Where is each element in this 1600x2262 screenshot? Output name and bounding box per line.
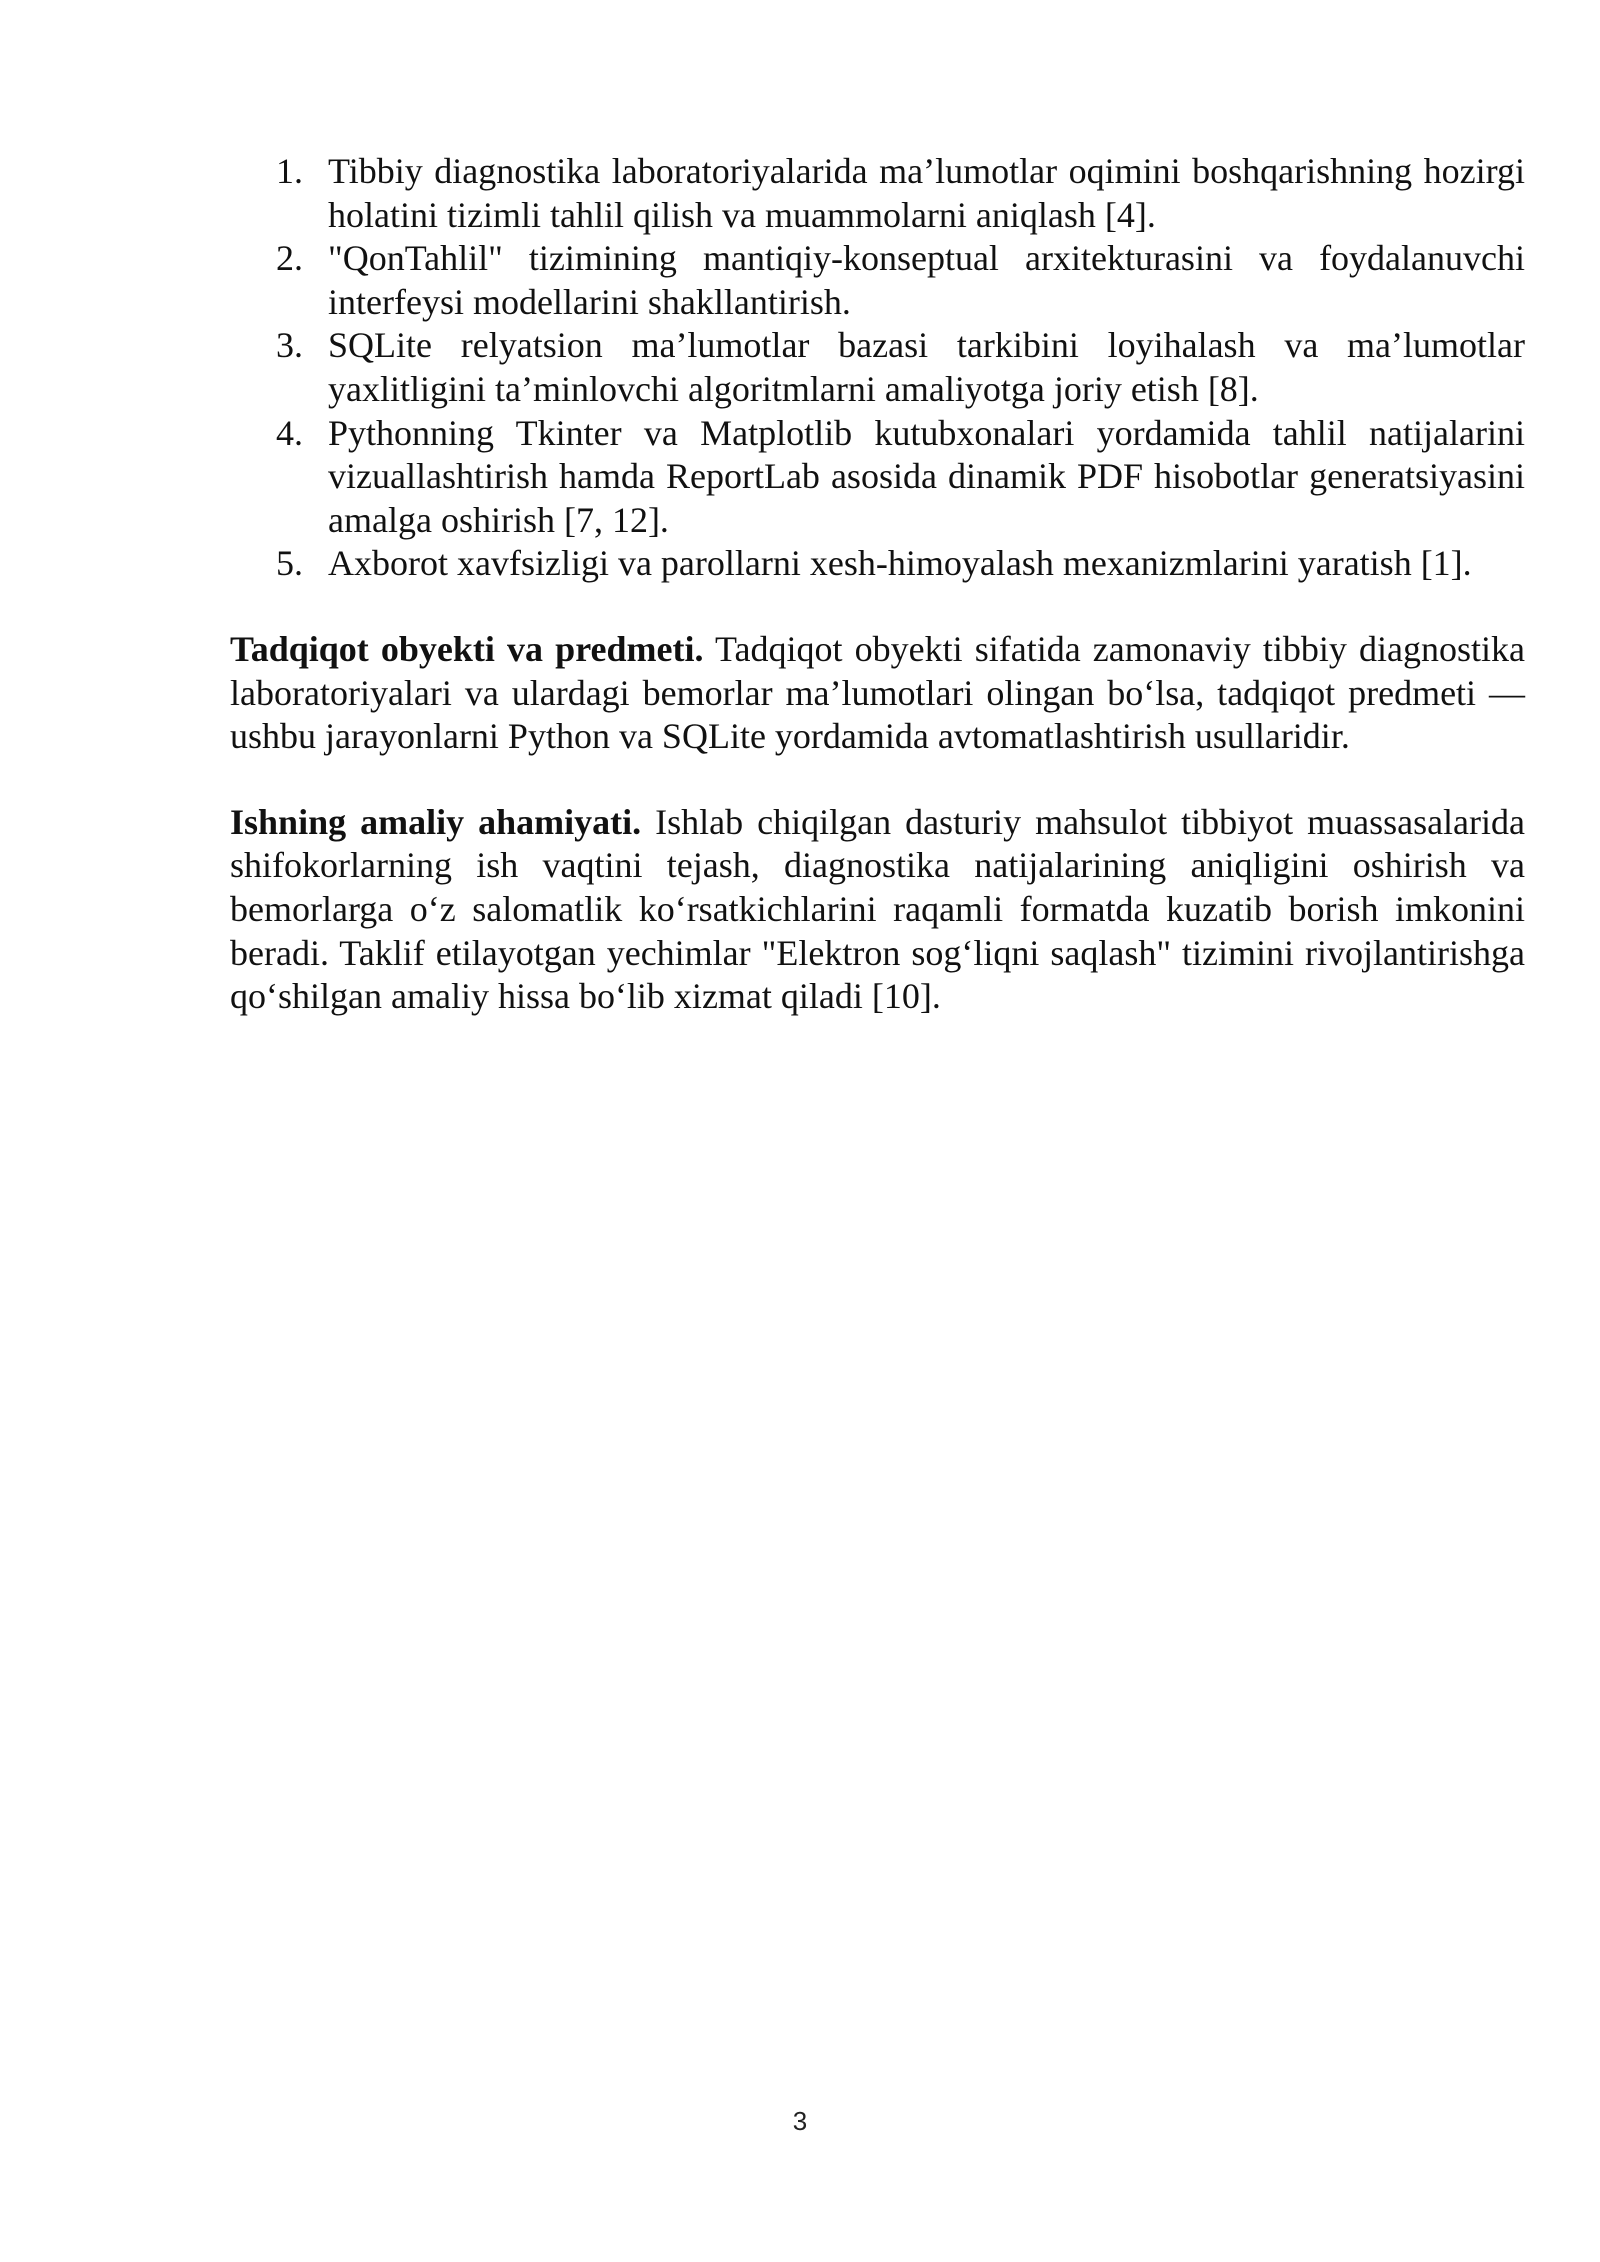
list-item-text: Pythonning Tkinter va Matplotlib kutubxonalari yordamida tahlil natijalarini vizuallashtirish hamda ReportLab asosida dinamik PDF hisobotlar generatsiyasini amalga oshirish [7, 12]. [328,412,1525,540]
list-item [230,412,1525,543]
practical-significance-body: Ishlab chiqilgan dasturiy mahsulot tibbiyot muassasalarida shifokorlarning ish vaqtini tejash, diagnostika natijalarining aniqligini oshirish va bemorlarga o‘z salomatlik ko‘rsatkichlarini raqamli formatda kuzatib borish imkonini beradi. Taklif etilayotgan yechimlar "Elektron sog‘liqni saqlash" tizimini rivojlantirishga qo‘shilgan amaliy hissa bo‘lib xizmat qiladi [10]. [230,801,1526,1017]
list-item [230,237,1525,324]
list-item [230,324,1525,411]
research-tasks-list [230,150,1525,586]
list-item-text: Axborot xavfsizligi va parollarni xesh-himoyalash mexanizmlarini yaratish [1]. [328,543,1472,584]
research-object-paragraph [230,628,1525,759]
practical-significance-heading: Ishning amaliy ahamiyati. [230,801,642,842]
list-item-number: 4. [276,412,303,453]
list-item [230,150,1525,237]
research-object-heading: Tadqiqot obyekti va predmeti. [230,628,704,669]
list-item-number: 3. [276,325,303,366]
page-number: 3 [792,2106,808,2136]
list-item-text: SQLite relyatsion ma’lumotlar bazasi tarkibini loyihalash va ma’lumotlar yaxlitligini ta’minlovchi algoritmlarni amaliyotga joriy etish [8]. [328,325,1525,409]
list-item-number: 5. [276,543,303,584]
list-item-number: 2. [276,238,303,279]
practical-significance-paragraph [230,801,1525,1019]
list-item-number: 1. [276,151,303,191]
list-item-text: "QonTahlil" tizimining mantiqiy-konseptual arxitekturasini va foydalanuvchi interfeysi modellarini shakllantirish. [328,238,1525,322]
list-item [230,542,1525,586]
list-item-text: Tibbiy diagnostika laboratoriyalarida ma’lumotlar oqimini boshqarishning hozirgi holatini tizimli tahlil qilish va muammolarni aniqlash [4]. [328,151,1525,235]
research-object-body: Tadqiqot obyekti sifatida zamonaviy tibbiy diagnostika laboratoriyalari va ulardagi bemorlar ma’lumotlari olingan bo‘lsa, tadqiqot predmeti — ushbu jarayonlarni Python va SQLite yordamida avtomatlashtirish usullaridir. [230,628,1525,757]
page-content [230,150,1525,1019]
